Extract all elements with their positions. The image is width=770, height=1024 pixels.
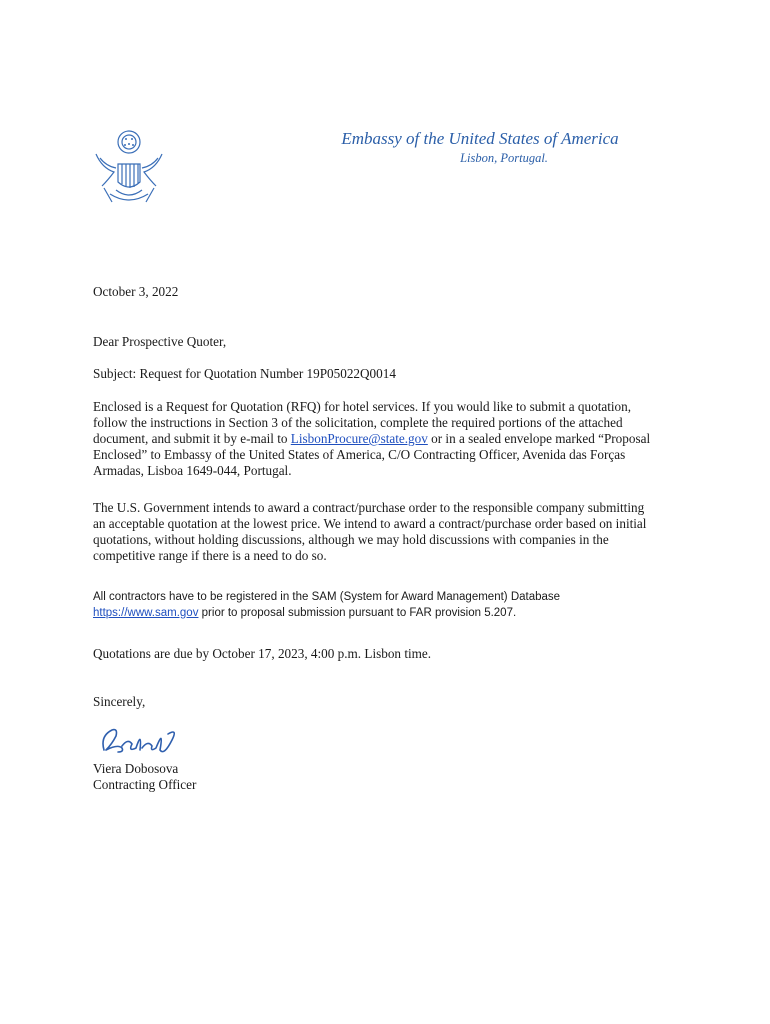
sam-line-1: All contractors have to be registered in the SAM (System for Award Management) Database — [93, 591, 561, 603]
letterhead-location: Lisbon, Portugal. — [460, 151, 548, 165]
letter-date: October 3, 2022 — [93, 284, 179, 299]
closing: Sincerely, — [93, 694, 146, 709]
sam-link[interactable]: https://www.sam.gov — [93, 607, 199, 619]
sam-line-2 — [93, 605, 663, 621]
signer-name: Viera Dobosova — [93, 761, 179, 776]
signer-title: Contracting Officer — [93, 777, 197, 792]
embassy-seal-icon — [88, 124, 170, 210]
due-date-line: Quotations are due by October 17, 2023, 4:00 p.m. Lisbon time. — [93, 646, 432, 661]
email-link[interactable]: LisbonProcure@state.gov — [290, 431, 428, 446]
salutation: Dear Prospective Quoter, — [93, 334, 227, 349]
paragraph-rfq-text-end: or in a sealed envelope marked “Proposal Enclosed” to Embassy of the United States of America, C/O Contracting Officer, Avenida das Forças Armadas, Lisboa 1649-044, Portugal. — [93, 431, 651, 478]
subject-line: Subject: Request for Quotation Number 19P05022Q0014 — [93, 366, 396, 381]
paragraph-rfq-text: Enclosed is a Request for Quotation (RFQ) for hotel services. If you would like to submit a quotation, follow the instructions in Section 3 of the solicitation, complete the required portions of the attached document, and submit it by e-mail to — [93, 399, 632, 446]
letterhead-title: Embassy of the United States of America — [341, 129, 619, 148]
paragraph-sam — [93, 589, 663, 621]
paragraph-rfq — [93, 399, 653, 479]
letterhead — [300, 128, 660, 166]
sam-line-2-text: prior to proposal submission pursuant to FAR provision 5.207. — [198, 607, 517, 619]
signature-icon — [98, 720, 188, 760]
paragraph-award: The U.S. Government intends to award a contract/purchase order to the responsible company submitting an acceptable quotation at the lowest price. We intend to award a contract/purchase order based on initial quotations, without holding discussions, although we may hold discussions with companies in the competitive range if there is a need to do so. — [93, 500, 647, 563]
